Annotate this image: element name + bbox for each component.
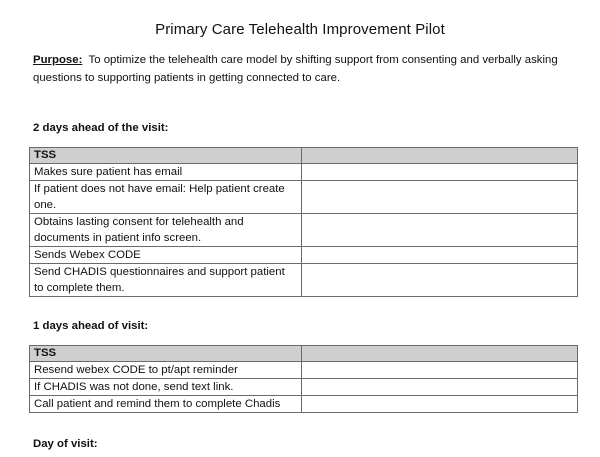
table-header-row (30, 148, 578, 164)
table-row (30, 362, 578, 379)
table-row (30, 264, 578, 297)
task-table-1-day (29, 345, 578, 413)
purpose-label: Purpose: (33, 54, 83, 66)
table-row (30, 379, 578, 396)
section-heading-2-days: 2 days ahead of the visit: (33, 122, 169, 134)
task-cell: Obtains lasting consent for telehealth and documents in patient info screen. (30, 214, 302, 247)
empty-cell (302, 214, 578, 247)
task-cell: Resend webex CODE to pt/apt reminder (30, 362, 302, 379)
table-row (30, 396, 578, 413)
table-header-cell: TSS (30, 148, 302, 164)
empty-cell (302, 247, 578, 264)
purpose-text: To optimize the telehealth care model by shifting support from consenting and verbally asking questions to supporting patients in getting connected to care. (33, 54, 558, 84)
empty-cell (302, 396, 578, 413)
empty-cell (302, 362, 578, 379)
task-cell: Makes sure patient has email (30, 164, 302, 181)
task-cell: If patient does not have email: Help patient create one. (30, 181, 302, 214)
purpose-paragraph (33, 51, 585, 87)
table-row (30, 247, 578, 264)
table-header-cell: TSS (30, 346, 302, 362)
table-row (30, 181, 578, 214)
task-cell: Send CHADIS questionnaires and support patient to complete them. (30, 264, 302, 297)
task-cell: If CHADIS was not done, send text link. (30, 379, 302, 396)
table-header-empty-cell (302, 148, 578, 164)
empty-cell (302, 164, 578, 181)
task-cell: Sends Webex CODE (30, 247, 302, 264)
empty-cell (302, 181, 578, 214)
table-row (30, 214, 578, 247)
section-heading-1-day: 1 days ahead of visit: (33, 320, 149, 332)
task-cell: Call patient and remind them to complete Chadis (30, 396, 302, 413)
table-row (30, 164, 578, 181)
empty-cell (302, 379, 578, 396)
section-heading-day-of-visit: Day of visit: (33, 438, 98, 450)
empty-cell (302, 264, 578, 297)
table-header-row (30, 346, 578, 362)
task-table-2-days (29, 147, 578, 297)
page-title: Primary Care Telehealth Improvement Pilot (155, 21, 445, 38)
table-header-empty-cell (302, 346, 578, 362)
